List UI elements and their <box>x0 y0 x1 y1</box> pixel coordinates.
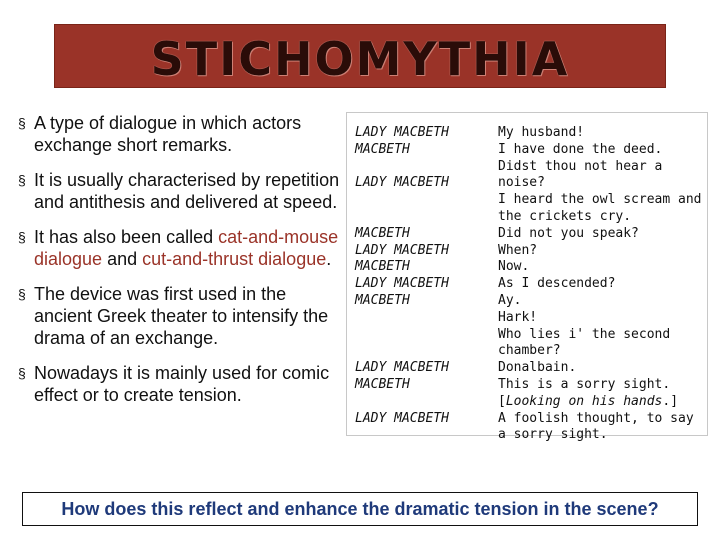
line-2: I have done the deed. Didst thou not hear a noise? <box>498 141 663 191</box>
speaker-column <box>355 125 495 427</box>
dialogue-box <box>346 112 708 443</box>
bullet-item <box>18 283 340 349</box>
highlighted-term: cut-and-thrust dialogue <box>142 249 327 269</box>
line-6: Now. <box>498 259 530 275</box>
line-11: Donalbain. <box>498 360 577 376</box>
speaker-macbeth-1: MACBETH <box>355 141 410 157</box>
line-4: Did not you speak? <box>498 225 639 241</box>
speaker-lady-macbeth-1: LADY MACBETH <box>355 125 449 140</box>
page-title: STICHOMYTHIA <box>150 32 570 86</box>
line-9: Hark! <box>498 309 538 325</box>
bullet-list <box>18 112 340 419</box>
bullet-marker: § <box>18 229 26 245</box>
bullet-text: A type of dialogue in which actors exchange short remarks. <box>34 113 302 155</box>
bullet-item <box>18 226 340 270</box>
line-12: This is a sorry sight. <box>498 376 671 392</box>
bullet-text: . <box>326 249 332 269</box>
line-1: My husband! <box>498 125 585 140</box>
stage-direction: Looking on his hands <box>505 393 663 409</box>
bullet-text: Nowadays it is mainly used for comic effect or to create tension. <box>34 363 330 405</box>
speaker-macbeth-3: MACBETH <box>355 259 410 275</box>
bullet-marker: § <box>18 286 26 302</box>
bullet-item <box>18 112 340 156</box>
line-8: Ay. <box>498 292 522 308</box>
speaker-lady-macbeth-6: LADY MACBETH <box>355 410 449 426</box>
line-3: I heard the owl scream and the crickets cry. <box>498 192 702 224</box>
line-column <box>498 125 704 444</box>
speaker-macbeth-2: MACBETH <box>355 225 410 241</box>
speaker-lady-macbeth-3: LADY MACBETH <box>355 242 449 258</box>
speaker-lady-macbeth-2: LADY MACBETH <box>355 175 449 191</box>
discussion-question: How does this reflect and enhance the dramatic tension in the scene? <box>22 492 698 526</box>
bullet-item <box>18 362 340 406</box>
line-13: [Looking on his hands.] <box>498 393 679 409</box>
bullet-text: and <box>102 249 143 269</box>
line-14: A foolish thought, to say a sorry sight. <box>498 410 694 443</box>
line-5: When? <box>498 242 538 258</box>
title-banner <box>54 24 666 88</box>
line-7: As I descended? <box>498 276 616 292</box>
line-10: Who lies i' the second chamber? <box>498 326 671 359</box>
highlighted-term: cat-and-mouse dialogue <box>34 227 339 269</box>
bullet-text: It is usually characterised by repetition and antithesis and delivered at speed. <box>34 170 340 212</box>
bullet-text: The device was first used in the ancient Greek theater to intensify the drama of an exchange. <box>34 284 329 348</box>
bullet-marker: § <box>18 172 26 188</box>
bullet-item <box>18 169 340 213</box>
bullet-marker: § <box>18 115 26 131</box>
speaker-macbeth-4: MACBETH <box>355 292 410 308</box>
bullet-marker: § <box>18 365 26 381</box>
speaker-macbeth-5: MACBETH <box>355 376 410 392</box>
speaker-lady-macbeth-5: LADY MACBETH <box>355 360 449 376</box>
bullet-text: It has also been called <box>34 227 219 247</box>
speaker-lady-macbeth-4: LADY MACBETH <box>355 276 449 292</box>
